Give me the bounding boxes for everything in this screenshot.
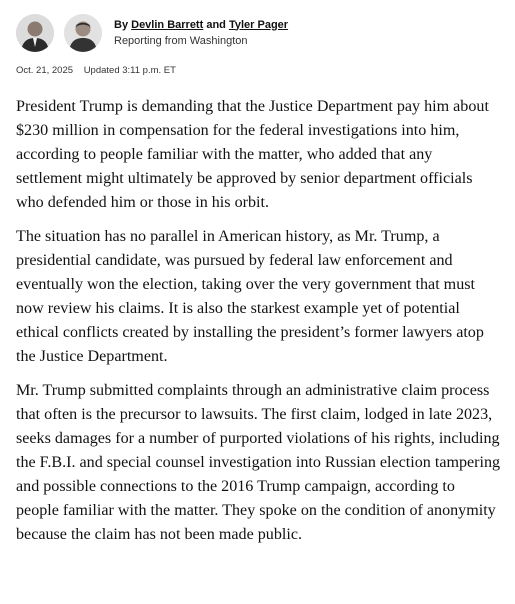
timestamp xyxy=(16,65,184,76)
article-paragraph: The situation has no parallel in American history, as Mr. Trump, a presidential candidate, was pursued by federal law enforcement and eventually won the election, taking over the very government that must now review his claims. It is also the starkest example yet of potential ethical conflicts created by installing the president’s former lawyers atop the Justice Department. xyxy=(16,228,484,365)
reporting-location: Reporting from Washington xyxy=(114,34,248,47)
article-paragraph: President Trump is demanding that the Justice Department pay him about $230 million in compensation for the federal investigations into him, according to people familiar with the matter, who added that any settlement might ultimately be approved by senior department officials who defended him or those in his orbit. xyxy=(16,98,489,211)
byline-text xyxy=(114,18,288,49)
avatar-tyler-pager[interactable] xyxy=(64,14,102,52)
updated-time: Updated 3:11 p.m. ET xyxy=(83,65,176,76)
publish-date: Oct. 21, 2025 xyxy=(16,65,74,76)
author-avatars xyxy=(16,14,112,52)
article-body xyxy=(16,95,501,557)
author-line xyxy=(114,18,288,33)
byline xyxy=(16,14,288,52)
and-label: and xyxy=(206,18,226,31)
avatar-devlin-barrett[interactable] xyxy=(16,14,54,52)
by-label: By xyxy=(114,18,129,31)
author-link-devlin-barrett[interactable]: Devlin Barrett xyxy=(131,18,204,31)
author-link-tyler-pager[interactable]: Tyler Pager xyxy=(228,18,289,31)
article-paragraph: Mr. Trump submitted complaints through an administrative claim process that often is the precursor to lawsuits. The first claim, lodged in late 2023, seeks damages for a number of purported violations of his rights, including the F.B.I. and special counsel investigation into Russian election tampering and possible connections to the 2016 Trump campaign, according to people familiar with the matter. They spoke on the condition of anonymity because the claim has not been made public. xyxy=(16,382,501,543)
